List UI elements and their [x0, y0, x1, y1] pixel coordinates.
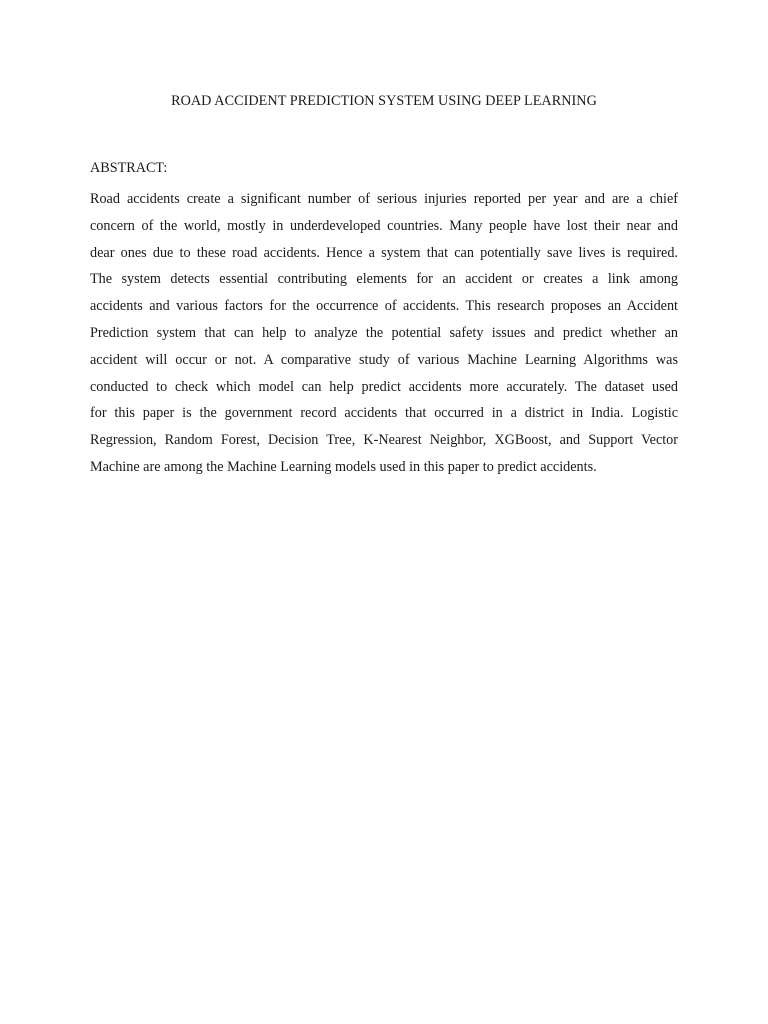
abstract-line: Machine are among the Machine Learning models used in this paper to predict accidents.: [90, 458, 597, 475]
abstract-line: for this paper is the government record accidents that occurred in a district in India. Logistic: [90, 405, 678, 422]
abstract-paragraph: [90, 186, 678, 481]
document-title: ROAD ACCIDENT PREDICTION SYSTEM USING DEEP LEARNING: [171, 93, 597, 109]
abstract-line: Regression, Random Forest, Decision Tree, K-Nearest Neighbor, XGBoost, and Support Vector: [90, 432, 678, 449]
abstract-line: accidents and various factors for the occurrence of accidents. This research proposes an Accident: [90, 298, 678, 315]
abstract-line: Road accidents create a significant number of serious injuries reported per year and are a chief: [90, 191, 678, 207]
abstract-line: concern of the world, mostly in underdeveloped countries. Many people have lost their near and: [90, 217, 678, 234]
abstract-heading: ABSTRACT:: [90, 160, 168, 176]
abstract-line: The system detects essential contributing elements for an accident or creates a link among: [90, 271, 678, 288]
abstract-line: dear ones due to these road accidents. Hence a system that can potentially save lives is required.: [90, 244, 678, 261]
abstract-line: accident will occur or not. A comparative study of various Machine Learning Algorithms was: [90, 351, 678, 368]
abstract-line: conducted to check which model can help predict accidents more accurately. The dataset used: [90, 378, 678, 395]
abstract-line: Prediction system that can help to analyze the potential safety issues and predict whether an: [90, 324, 678, 341]
